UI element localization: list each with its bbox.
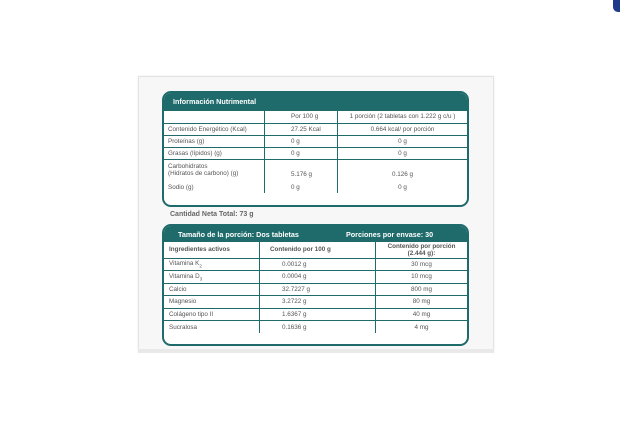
ingredient-portion: 4 mg — [376, 321, 468, 334]
ingredient-name: Sucralosa — [164, 321, 260, 334]
serving-size: Tamaño de la porción: Dos tabletas — [178, 230, 299, 239]
corner-badge — [613, 0, 620, 12]
active-ingredients-table — [162, 224, 469, 346]
empty-cell — [164, 111, 265, 123]
ingredient-portion: 800 mg — [376, 283, 468, 296]
row-label: Sodio (g) — [168, 183, 194, 191]
table-row — [164, 159, 467, 181]
table-row — [164, 271, 467, 284]
table-row — [164, 296, 467, 309]
ingredient-name: Calcio — [164, 283, 260, 296]
actives-grid — [164, 242, 467, 333]
row-per100: 27.25 Kcal — [265, 123, 338, 135]
ingredient-label: Vitamina K — [169, 260, 200, 268]
label-line-2: (Hidratos de carbono) (g) — [168, 170, 239, 178]
nutrition-title: Información Nutrimental — [164, 93, 467, 111]
row-label — [164, 159, 265, 181]
ingredient-portion: 30 mcg — [376, 258, 468, 271]
table-row — [164, 123, 467, 135]
row-label: Proteínas (g) — [164, 135, 265, 147]
ingredient-header: Ingredientes activos — [164, 242, 260, 258]
row-portion: 0 g — [338, 147, 468, 159]
ingredient-portion: 40 mg — [376, 308, 468, 321]
row-portion: 0.126 g — [338, 159, 468, 181]
row-portion: 0 g — [338, 181, 468, 193]
ingredient-portion: 80 mg — [376, 296, 468, 309]
row-per100: 0 g — [265, 147, 338, 159]
table-row — [164, 147, 467, 159]
table-row — [164, 258, 467, 271]
row-per100: 0 g — [265, 181, 338, 193]
ingredient-name — [164, 271, 260, 284]
ingredient-per100: 0.0004 g — [260, 271, 376, 284]
per100-header: Contenido por 100 g — [260, 242, 376, 258]
serving-header — [164, 226, 467, 242]
table-row — [164, 321, 467, 334]
ingredient-label: Vitamina D — [169, 272, 200, 280]
nutrition-table — [162, 91, 469, 207]
ingredient-per100: 1.6367 g — [260, 308, 376, 321]
servings-per-container: Porciones por envase: 30 — [346, 230, 434, 239]
row-label: Contenido Energético (Kcal) — [164, 123, 265, 135]
ingredient-per100: 0.0012 g — [260, 258, 376, 271]
ingredient-per100: 32.7227 g — [260, 283, 376, 296]
ingredient-portion: 10 mcg — [376, 271, 468, 284]
row-portion: 0 g — [338, 135, 468, 147]
ingredient-name: Colágeno tipo II — [164, 308, 260, 321]
net-total: Cantidad Neta Total: 73 g — [170, 211, 254, 218]
subscript: 2 — [199, 263, 202, 269]
row-per100: 5.176 g — [265, 159, 338, 181]
ingredient-per100: 0.1636 g — [260, 321, 376, 334]
subscript: 3 — [199, 275, 203, 281]
ingredient-name: Magnesio — [164, 296, 260, 309]
ingredient-per100: 3.2722 g — [260, 296, 376, 309]
row-portion: 0.664 kcal/ por porción — [338, 123, 468, 135]
card-shadow — [138, 349, 494, 353]
row-per100: 0 g — [265, 135, 338, 147]
portion-header: 1 porción (2 tabletas con 1.222 g c/u ) — [338, 111, 468, 123]
table-row — [164, 308, 467, 321]
ingredient-name — [164, 258, 260, 271]
actives-header-row — [164, 242, 467, 258]
table-row — [164, 283, 467, 296]
table-row — [164, 135, 467, 147]
per100-header: Por 100 g — [265, 111, 338, 123]
row-label: Grasas (lípidos) (g) — [164, 147, 265, 159]
table-row — [164, 181, 467, 193]
label-line-1: Carbohidratos — [168, 163, 208, 171]
nutrition-grid — [164, 111, 467, 193]
nutrition-header-row — [164, 111, 467, 123]
portion-header: Contenido por porción (2.444 g): — [376, 242, 468, 258]
